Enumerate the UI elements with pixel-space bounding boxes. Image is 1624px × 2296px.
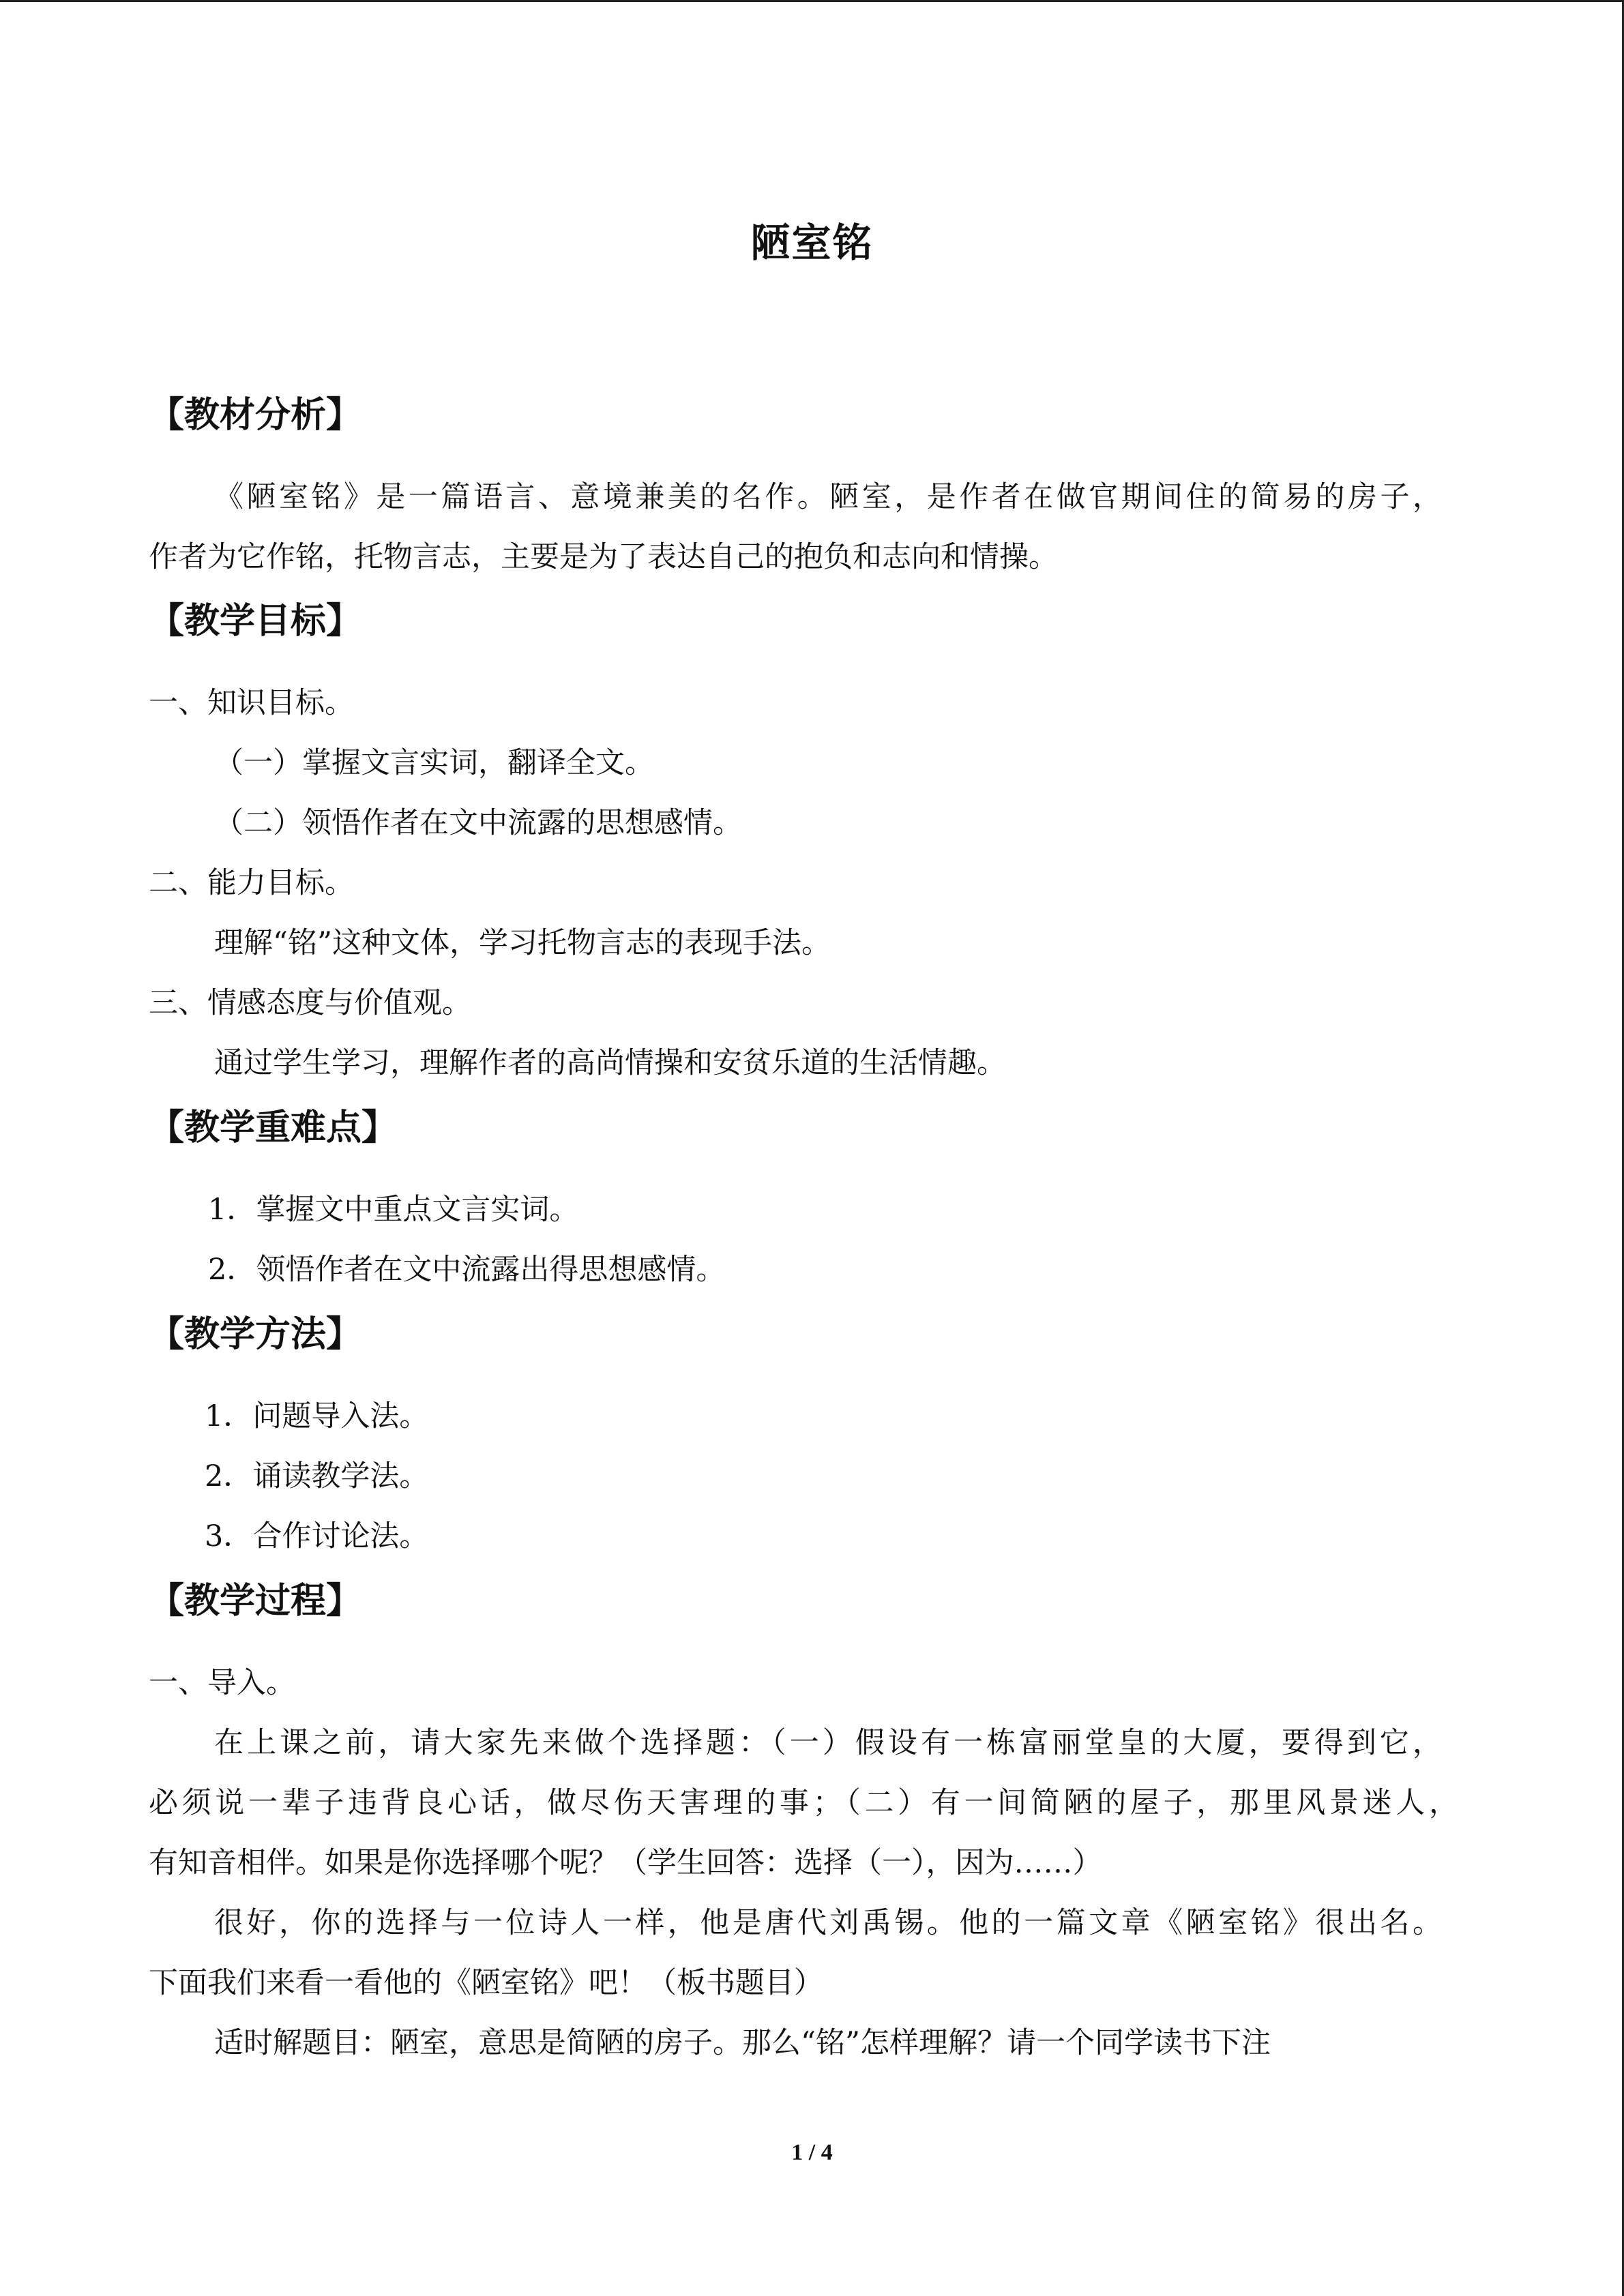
page-title: 陋室铭 bbox=[750, 220, 874, 266]
list-subitem: （二）领悟作者在文中流露的思想感情。 bbox=[214, 806, 742, 840]
list-item: 三、情感态度与价值观。 bbox=[149, 986, 471, 1020]
paragraph-line: 很好，你的选择与一位诗人一样，他是唐代刘禹锡。他的一篇文章《陋室铭》很出名。 bbox=[214, 1906, 1442, 1940]
list-item: 二、能力目标。 bbox=[149, 866, 354, 900]
list-item: 1．问题导入法。 bbox=[205, 1399, 429, 1433]
list-item: 2．领悟作者在文中流露出得思想感情。 bbox=[208, 1253, 726, 1287]
paragraph-line: 下面我们来看一看他的《陋室铭》吧！（板书题目） bbox=[149, 1966, 823, 2000]
paragraph-line: 《陋室铭》是一篇语言、意境兼美的名作。陋室，是作者在做官期间住的简易的房子， bbox=[214, 480, 1442, 514]
paragraph-line: 通过学生学习，理解作者的高尚情操和安贫乐道的生活情趣。 bbox=[214, 1046, 1006, 1080]
paragraph-line: 适时解题目：陋室，意思是简陋的房子。那么“铭”怎样理解？请一个同学读书下注 bbox=[214, 2026, 1271, 2060]
paragraph-line: 在上课之前，请大家先来做个选择题：（一）假设有一栋富丽堂皇的大厦，要得到它， bbox=[214, 1726, 1442, 1760]
page-number: 1 / 4 bbox=[791, 2140, 833, 2165]
section-heading-key-points: 【教学重难点】 bbox=[149, 1107, 398, 1148]
list-item: 3．合作讨论法。 bbox=[205, 1519, 429, 1553]
paragraph-line: 有知音相伴。如果是你选择哪个呢？（学生回答：选择（一），因为……） bbox=[149, 1846, 1102, 1880]
section-heading-methods: 【教学方法】 bbox=[149, 1314, 362, 1355]
list-item: 1．掌握文中重点文言实词。 bbox=[208, 1193, 579, 1227]
paragraph-line: 作者为它作铭，托物言志，主要是为了表达自己的抱负和志向和情操。 bbox=[149, 540, 1058, 574]
section-heading-material: 【教材分析】 bbox=[149, 395, 362, 436]
list-item: 2．诵读教学法。 bbox=[205, 1459, 429, 1493]
paragraph-line: 理解“铭”这种文体，学习托物言志的表现手法。 bbox=[214, 926, 831, 960]
list-subitem: （一）掌握文言实词，翻译全文。 bbox=[214, 746, 654, 780]
list-item: 一、知识目标。 bbox=[149, 686, 354, 720]
list-item: 一、导入。 bbox=[149, 1666, 295, 1700]
section-heading-goals: 【教学目标】 bbox=[149, 601, 362, 642]
paragraph-line: 必须说一辈子违背良心话，做尽伤天害理的事；（二）有一间简陋的屋子，那里风景迷人， bbox=[149, 1786, 1458, 1820]
section-heading-process: 【教学过程】 bbox=[149, 1581, 362, 1622]
